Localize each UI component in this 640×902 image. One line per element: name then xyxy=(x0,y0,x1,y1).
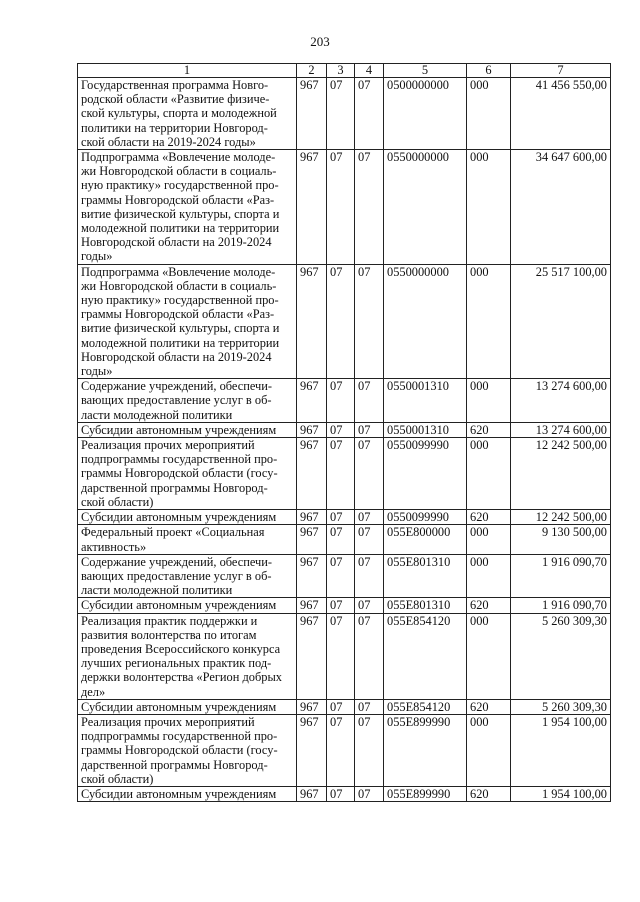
row-name-line: ласти молодежной политики xyxy=(81,583,233,598)
row-name-cell xyxy=(78,264,297,379)
expense-type-cell: 000 xyxy=(467,264,511,379)
row-name-line: Субсидии автономным учреждениям xyxy=(81,510,277,525)
section-cell: 07 xyxy=(327,525,355,554)
table-row xyxy=(78,554,611,598)
expense-type-cell: 000 xyxy=(467,438,511,510)
table-row xyxy=(78,598,611,613)
column-header: 7 xyxy=(511,64,611,78)
row-name-line: граммы Новгородской области «Раз- xyxy=(81,192,275,207)
expense-type-cell: 620 xyxy=(467,786,511,801)
row-name-line: Новгородской области на 2019-2024 xyxy=(81,235,272,250)
subsection-cell: 07 xyxy=(355,714,384,786)
subsection-cell: 07 xyxy=(355,264,384,379)
amount-cell: 13 274 600,00 xyxy=(511,379,611,423)
row-name-line: Подпрограмма «Вовлечение молоде- xyxy=(81,150,276,165)
expense-type-cell: 000 xyxy=(467,525,511,554)
org-code-cell: 967 xyxy=(297,422,327,437)
expense-type-cell: 620 xyxy=(467,510,511,525)
budget-table xyxy=(77,63,611,802)
row-name-line: ской области на 2019-2024 годы» xyxy=(81,134,256,149)
expense-type-cell: 000 xyxy=(467,613,511,699)
org-code-cell: 967 xyxy=(297,525,327,554)
row-name-line: ской культуры, спорта и молодежной xyxy=(81,106,277,121)
row-name-line: родской области «Развитие физиче- xyxy=(81,92,270,107)
page-number: 203 xyxy=(310,34,330,49)
row-name-line: подпрограммы государственной про- xyxy=(81,729,278,744)
row-name-line: Реализация прочих мероприятий xyxy=(81,438,255,453)
table-row xyxy=(78,150,611,265)
column-header: 3 xyxy=(327,64,355,78)
row-name-line: ную практику» государственной про- xyxy=(81,178,279,193)
row-name-line: Новгородской области на 2019-2024 xyxy=(81,349,272,364)
target-article-cell: 055E801310 xyxy=(384,598,467,613)
target-article-cell: 0550099990 xyxy=(384,510,467,525)
row-name-line: подпрограммы государственной про- xyxy=(81,452,278,467)
row-name-cell xyxy=(78,78,297,150)
row-name-line: Содержание учреждений, обеспечи- xyxy=(81,379,273,394)
column-header: 1 xyxy=(78,64,297,78)
amount-cell: 41 456 550,00 xyxy=(511,78,611,150)
target-article-cell: 055E801310 xyxy=(384,554,467,598)
row-name-cell xyxy=(78,150,297,265)
row-name-line: Содержание учреждений, обеспечи- xyxy=(81,554,273,569)
target-article-cell: 0550000000 xyxy=(384,150,467,265)
amount-cell: 34 647 600,00 xyxy=(511,150,611,265)
org-code-cell: 967 xyxy=(297,510,327,525)
org-code-cell: 967 xyxy=(297,786,327,801)
section-cell: 07 xyxy=(327,438,355,510)
table-row xyxy=(78,613,611,699)
row-name-line: ской области) xyxy=(81,771,154,786)
subsection-cell: 07 xyxy=(355,613,384,699)
row-name-line: жи Новгородской области в социаль- xyxy=(81,278,277,293)
subsection-cell: 07 xyxy=(355,525,384,554)
row-name-cell xyxy=(78,438,297,510)
row-name-line: вающих предоставление услуг в об- xyxy=(81,568,272,583)
row-name-line: держки волонтерства «Регион добрых xyxy=(81,670,283,685)
subsection-cell: 07 xyxy=(355,438,384,510)
section-cell: 07 xyxy=(327,786,355,801)
row-name-line: Субсидии автономным учреждениям xyxy=(81,422,277,437)
table-row xyxy=(78,525,611,554)
table-row xyxy=(78,78,611,150)
row-name-line: витие физической культуры, спорта и xyxy=(81,206,280,221)
row-name-line: Субсидии автономным учреждениям xyxy=(81,598,277,613)
row-name-line: вающих предоставление услуг в об- xyxy=(81,393,272,408)
table-row xyxy=(78,438,611,510)
row-name-line: дарственной программы Новгород- xyxy=(81,480,268,495)
row-name-cell xyxy=(78,714,297,786)
section-cell: 07 xyxy=(327,714,355,786)
org-code-cell: 967 xyxy=(297,264,327,379)
row-name-line: граммы Новгородской области (госу- xyxy=(81,743,278,758)
subsection-cell: 07 xyxy=(355,510,384,525)
expense-type-cell: 000 xyxy=(467,150,511,265)
row-name-cell xyxy=(78,379,297,423)
column-header: 4 xyxy=(355,64,384,78)
row-name-line: Государственная программа Новго- xyxy=(81,78,269,92)
row-name-line: молодежной политики на территории xyxy=(81,335,280,350)
row-name-line: граммы Новгородской области «Раз- xyxy=(81,307,275,322)
expense-type-cell: 620 xyxy=(467,699,511,714)
org-code-cell: 967 xyxy=(297,699,327,714)
row-name-line: годы» xyxy=(81,364,113,379)
row-name-line: Субсидии автономным учреждениям xyxy=(81,786,277,801)
subsection-cell: 07 xyxy=(355,422,384,437)
section-cell: 07 xyxy=(327,699,355,714)
amount-cell: 13 274 600,00 xyxy=(511,422,611,437)
row-name-line: молодежной политики на территории xyxy=(81,221,280,236)
amount-cell: 1 954 100,00 xyxy=(511,786,611,801)
row-name-cell xyxy=(78,786,297,801)
target-article-cell: 055E899990 xyxy=(384,786,467,801)
org-code-cell: 967 xyxy=(297,554,327,598)
org-code-cell: 967 xyxy=(297,438,327,510)
amount-cell: 1 954 100,00 xyxy=(511,714,611,786)
row-name-line: витие физической культуры, спорта и xyxy=(81,321,280,336)
section-cell: 07 xyxy=(327,510,355,525)
row-name-line: дарственной программы Новгород- xyxy=(81,757,268,772)
row-name-line: проведения Всероссийского конкурса xyxy=(81,641,281,656)
row-name-line: развития волонтерства по итогам xyxy=(81,627,257,642)
section-cell: 07 xyxy=(327,379,355,423)
row-name-line: ную практику» государственной про- xyxy=(81,293,279,308)
org-code-cell: 967 xyxy=(297,714,327,786)
subsection-cell: 07 xyxy=(355,699,384,714)
row-name-cell xyxy=(78,699,297,714)
column-header: 6 xyxy=(467,64,511,78)
row-name-line: Субсидии автономным учреждениям xyxy=(81,699,277,714)
row-name-line: политики на территории Новгород- xyxy=(81,120,268,135)
subsection-cell: 07 xyxy=(355,554,384,598)
section-cell: 07 xyxy=(327,78,355,150)
expense-type-cell: 620 xyxy=(467,598,511,613)
row-name-cell xyxy=(78,613,297,699)
table-row xyxy=(78,379,611,423)
row-name-cell xyxy=(78,598,297,613)
table-row xyxy=(78,699,611,714)
table-row xyxy=(78,714,611,786)
column-header: 2 xyxy=(297,64,327,78)
row-name-line: Реализация прочих мероприятий xyxy=(81,714,255,729)
table-header-row xyxy=(78,64,611,78)
amount-cell: 5 260 309,30 xyxy=(511,613,611,699)
row-name-cell xyxy=(78,510,297,525)
amount-cell: 12 242 500,00 xyxy=(511,438,611,510)
org-code-cell: 967 xyxy=(297,150,327,265)
amount-cell: 1 916 090,70 xyxy=(511,554,611,598)
row-name-line: лучших региональных практик под- xyxy=(81,656,272,671)
target-article-cell: 0500000000 xyxy=(384,78,467,150)
row-name-line: Подпрограмма «Вовлечение молоде- xyxy=(81,264,276,279)
row-name-line: ласти молодежной политики xyxy=(81,407,233,422)
subsection-cell: 07 xyxy=(355,78,384,150)
row-name-line: граммы Новгородской области (госу- xyxy=(81,466,278,481)
target-article-cell: 055E800000 xyxy=(384,525,467,554)
expense-type-cell: 000 xyxy=(467,78,511,150)
amount-cell: 1 916 090,70 xyxy=(511,598,611,613)
row-name-line: жи Новгородской области в социаль- xyxy=(81,164,277,179)
expense-type-cell: 000 xyxy=(467,379,511,423)
table-row xyxy=(78,264,611,379)
row-name-line: активность» xyxy=(81,539,147,554)
table-row xyxy=(78,510,611,525)
target-article-cell: 055E899990 xyxy=(384,714,467,786)
amount-cell: 12 242 500,00 xyxy=(511,510,611,525)
target-article-cell: 0550001310 xyxy=(384,379,467,423)
org-code-cell: 967 xyxy=(297,379,327,423)
subsection-cell: 07 xyxy=(355,786,384,801)
org-code-cell: 967 xyxy=(297,78,327,150)
column-header: 5 xyxy=(384,64,467,78)
section-cell: 07 xyxy=(327,598,355,613)
subsection-cell: 07 xyxy=(355,598,384,613)
section-cell: 07 xyxy=(327,264,355,379)
section-cell: 07 xyxy=(327,554,355,598)
amount-cell: 25 517 100,00 xyxy=(511,264,611,379)
target-article-cell: 0550000000 xyxy=(384,264,467,379)
expense-type-cell: 000 xyxy=(467,554,511,598)
section-cell: 07 xyxy=(327,613,355,699)
subsection-cell: 07 xyxy=(355,379,384,423)
target-article-cell: 055E854120 xyxy=(384,613,467,699)
row-name-line: Реализация практик поддержки и xyxy=(81,613,258,628)
amount-cell: 9 130 500,00 xyxy=(511,525,611,554)
org-code-cell: 967 xyxy=(297,598,327,613)
target-article-cell: 0550001310 xyxy=(384,422,467,437)
target-article-cell: 055E854120 xyxy=(384,699,467,714)
section-cell: 07 xyxy=(327,422,355,437)
table-body xyxy=(78,78,611,802)
expense-type-cell: 620 xyxy=(467,422,511,437)
target-article-cell: 0550099990 xyxy=(384,438,467,510)
row-name-line: дел» xyxy=(81,684,106,699)
expense-type-cell: 000 xyxy=(467,714,511,786)
row-name-cell xyxy=(78,422,297,437)
row-name-cell xyxy=(78,554,297,598)
section-cell: 07 xyxy=(327,150,355,265)
subsection-cell: 07 xyxy=(355,150,384,265)
amount-cell: 5 260 309,30 xyxy=(511,699,611,714)
row-name-line: Федеральный проект «Социальная xyxy=(81,525,265,540)
table-row xyxy=(78,786,611,801)
table-row xyxy=(78,422,611,437)
row-name-line: ской области) xyxy=(81,494,154,509)
row-name-line: годы» xyxy=(81,249,113,264)
row-name-cell xyxy=(78,525,297,554)
org-code-cell: 967 xyxy=(297,613,327,699)
